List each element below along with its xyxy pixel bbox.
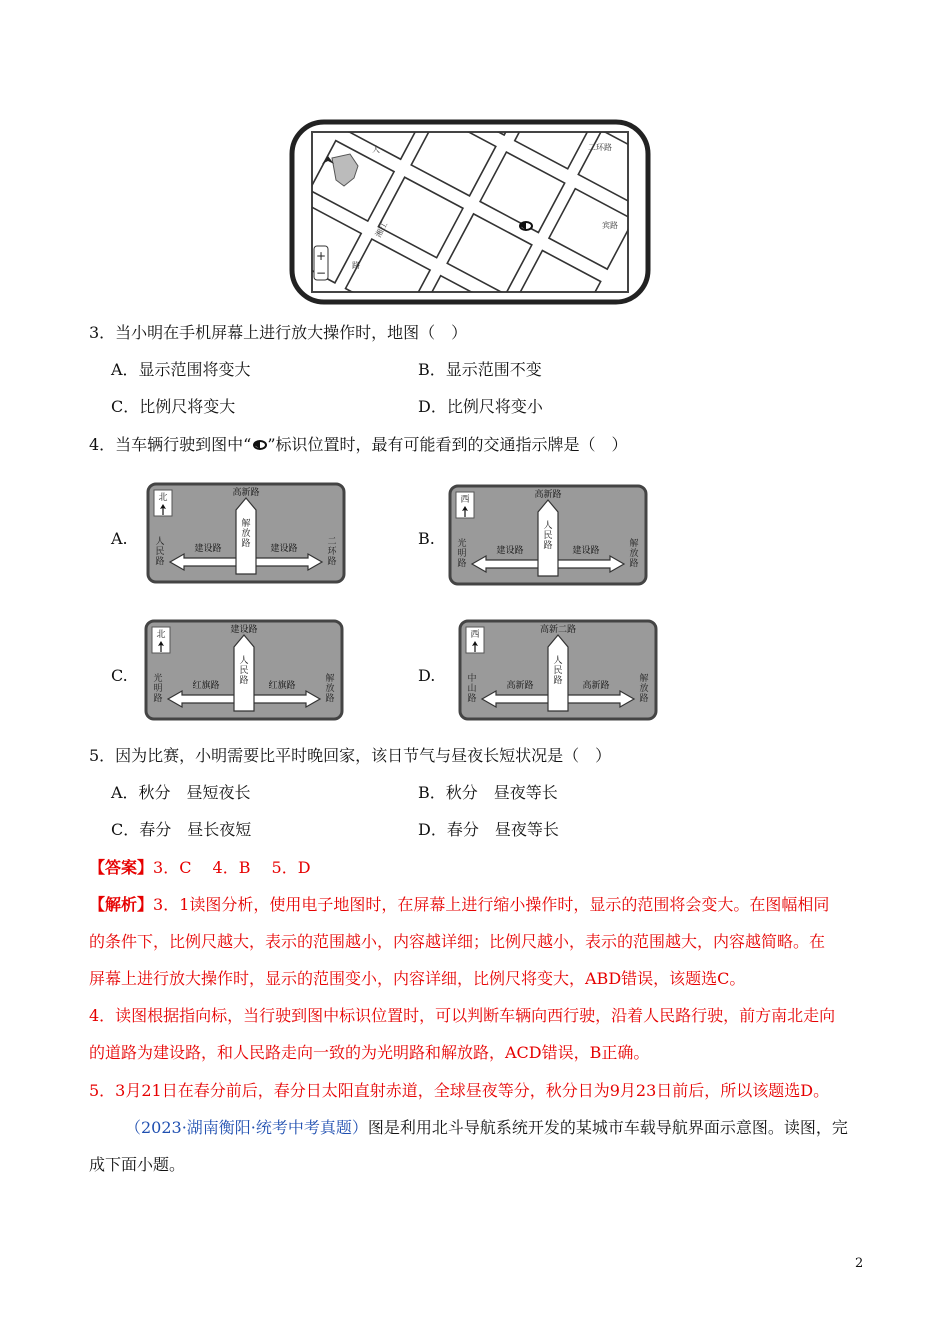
answer-text: 3．C 4．B 5．D: [153, 858, 311, 877]
compass-direction-label: 西: [470, 630, 480, 640]
traffic-sign-c[interactable]: [144, 619, 344, 725]
q5-option-c[interactable]: C．春分 昼长夜短: [111, 820, 252, 839]
q4-stem-tail: ”标识位置时，最有可能看到的交通指示牌是（ ）: [267, 435, 628, 454]
zoom-control[interactable]: [314, 246, 328, 280]
analysis-line-4: 4．读图根据指向标，当行驶到图中标识位置时，可以判断车辆向西行驶，沿着人民路行驶，前方南北走向: [89, 1006, 836, 1025]
next-source: （2023·湖南衡阳·统考中考真题）: [125, 1118, 368, 1137]
map-road-label: 二环路: [588, 143, 612, 152]
sign-vertical-road-label: 解放路: [241, 519, 251, 549]
q5-option-d[interactable]: D．春分 昼夜等长: [418, 820, 559, 839]
q5-option-b[interactable]: B．秋分 昼夜等长: [418, 783, 558, 802]
compass-direction-label: 西: [460, 495, 470, 505]
analysis-line-5: 的道路为建设路，和人民路走向一致的为光明路和解放路，ACD错误，B正确。: [89, 1043, 650, 1062]
compass-direction-label: 北: [156, 630, 166, 640]
sign-left-end-road-label: 人民路: [155, 537, 165, 567]
next-intro-line-2: 成下面小题。: [89, 1155, 186, 1174]
phone-map-figure: [288, 118, 652, 308]
q4-option-c-label[interactable]: C.: [111, 666, 128, 685]
traffic-sign-a[interactable]: [146, 482, 346, 588]
sign-top-road-label: 高新路: [232, 488, 260, 498]
traffic-sign-graphic: [448, 484, 648, 586]
sign-right-end-road-label: 二环路: [327, 537, 337, 567]
analysis-line-3: 屏幕上进行放大操作时，显示的范围变小，内容详细，比例尺将变大，ABD错误，该题选C。: [89, 969, 746, 988]
q5-option-a[interactable]: A．秋分 昼短夜长: [111, 783, 251, 802]
sign-right-end-road-label: 解放路: [639, 674, 649, 704]
q3-option-a[interactable]: A．显示范围将变大: [111, 360, 251, 379]
sign-vertical-road-label: 人民路: [553, 656, 563, 686]
analysis-tag: 【解析】: [89, 895, 154, 914]
q4-option-b-label[interactable]: B.: [418, 529, 435, 548]
sign-left-end-road-label: 中山路: [467, 674, 477, 704]
sign-top-road-label: 高新路: [534, 490, 562, 500]
q4-option-a-label[interactable]: A.: [111, 529, 128, 548]
map-road-label: 人: [372, 145, 380, 154]
sign-top-road-label: 建设路: [230, 625, 258, 635]
answer-line: [89, 857, 311, 879]
compass-direction-label: 北: [158, 493, 168, 503]
page-number: 2: [855, 1256, 864, 1271]
map-road-label: 湘江: [373, 220, 390, 239]
q3-stem: 3．当小明在手机屏幕上进行放大操作时，地图（ ）: [89, 323, 468, 342]
sign-right-arrow-label: 高新路: [582, 681, 610, 691]
sign-left-arrow-label: 建设路: [496, 546, 524, 556]
sign-right-arrow-label: 建设路: [572, 546, 600, 556]
q4-stem-head: 4．当车辆行驶到图中“: [89, 435, 252, 454]
next-text: 图是利用北斗导航系统开发的某城市车载导航界面示意图。读图，完: [367, 1118, 848, 1137]
traffic-sign-b[interactable]: [448, 484, 648, 590]
analysis-line-1: [89, 894, 829, 916]
q3-option-b[interactable]: B．显示范围不变: [418, 360, 542, 379]
traffic-sign-d[interactable]: [458, 619, 658, 725]
svg-text:+: +: [315, 249, 327, 263]
analysis-line-6: 5．3月21日在春分前后，春分日太阳直射赤道，全球昼夜等分，秋分日为9月23日前后，所以该题选D。: [89, 1081, 830, 1100]
q5-stem: 5．因为比赛，小明需要比平时晚回家，该日节气与昼夜长短状况是（ ）: [89, 746, 612, 765]
traffic-sign-graphic: [144, 619, 344, 721]
sign-right-end-road-label: 解放路: [325, 674, 335, 704]
traffic-sign-graphic: [458, 619, 658, 721]
sign-right-arrow-label: 建设路: [270, 544, 298, 554]
q4-stem: [89, 434, 628, 456]
next-intro-line-1: [125, 1117, 848, 1139]
sign-right-arrow-label: 红旗路: [268, 681, 296, 691]
analysis-text: 3．1读图分析，使用电子地图时，在屏幕上进行缩小操作时，显示的范围将会变大。在图幅相同: [153, 895, 830, 914]
sign-left-end-road-label: 光明路: [153, 674, 163, 704]
analysis-line-2: 的条件下，比例尺越大，表示的范围越小，内容越详细；比例尺越小，表示的范围越大，内容越简略。在: [89, 932, 826, 951]
sign-left-arrow-label: 高新路: [506, 681, 534, 691]
answer-tag: 【答案】: [89, 858, 154, 877]
svg-text:−: −: [315, 266, 327, 280]
q4-option-d-label[interactable]: D.: [418, 666, 436, 685]
vehicle-marker-icon: [251, 439, 267, 451]
sign-vertical-road-label: 人民路: [543, 521, 553, 551]
q3-option-d[interactable]: D．比例尺将变小: [418, 397, 543, 416]
vehicle-marker-icon: [520, 222, 532, 230]
map-road-label: 宾路: [602, 221, 618, 230]
sign-left-arrow-label: 建设路: [194, 544, 222, 554]
sign-top-road-label: 高新二路: [539, 625, 577, 635]
sign-left-arrow-label: 红旗路: [192, 681, 220, 691]
q3-option-c[interactable]: C．比例尺将变大: [111, 397, 236, 416]
sign-left-end-road-label: 光明路: [457, 539, 467, 569]
traffic-sign-graphic: [146, 482, 346, 584]
sign-vertical-road-label: 人民路: [239, 656, 249, 686]
map-road-label: 路: [352, 261, 360, 270]
sign-right-end-road-label: 解放路: [629, 539, 639, 569]
